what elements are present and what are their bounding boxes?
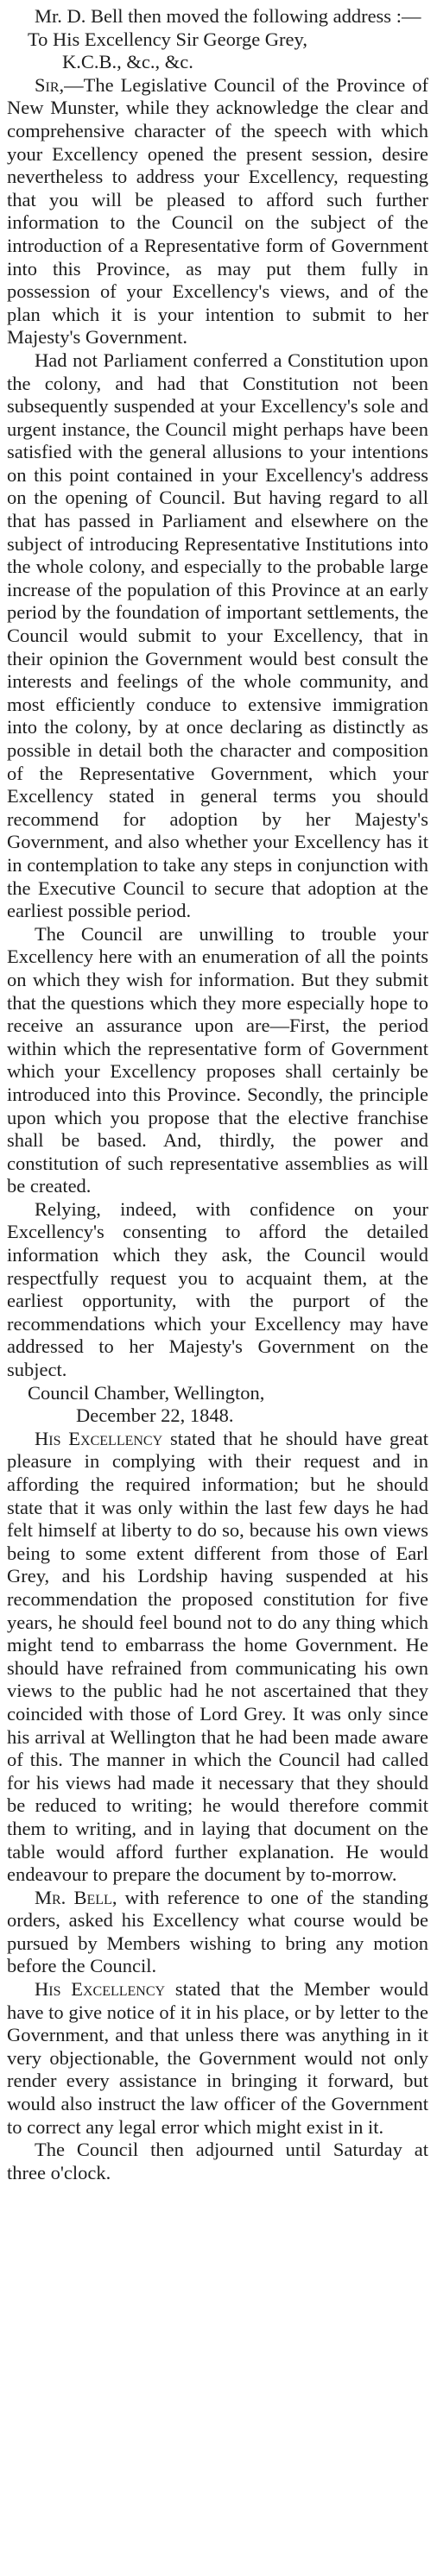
bell-question-paragraph <box>7 1887 428 1978</box>
salutation: Sir, <box>35 73 65 96</box>
address-recipient: To His Excellency Sir George Grey, <box>28 28 307 50</box>
address-paragraph-1 <box>7 74 428 349</box>
address-paragraph-2: Had not Parliament conferred a Constitution upon the colony, and had that Constitution not been subsequently suspended at your Excellency's sole and urgent instance, the Council might perhaps have been satisfied with the general allusions to your intentions on this point contained in your Excellency's address on the opening of Council. But having regard to all that has passed in Parliament and elsewhere on the subject of introducing Representative Institutions into the whole colony, and especially to the probable large increase of the population of this Province at an early period by the foundation of important settlements, the Council would submit to your Excellency, that in their opinion the Government would best consult the interests and feelings of the whole community, and most efficiently conduce to extensive immigration into the colony, by at once declaring as distinctly as possible in detail both the character and composition of the Representative Government, which your Excellency stated in general terms you should recommend for adoption by her Majesty's Government, and also whether your Excellency has it in contemplation to take any steps in conjunction with the Executive Council to secure that adoption at the earliest possible period. <box>7 349 428 922</box>
intro-paragraph: Mr. D. Bell then moved the following address :— <box>35 5 421 27</box>
address-paragraph-1-text: —The Legislative Council of the Province of New Munster, while they acknowledge the clear and comprehensive character of the speech with which your Excellency opened the present session, desire nevertheless to address your Excellency, requesting that you will be pleased to afford such further information to the Council on the subject of the introduction of a Representative form of Government into this Province, as may put them fully in possession of your Excellency's views, and of the plan which it is your intention to submit to her Majesty's Government. <box>7 73 428 349</box>
speaker-his-excellency: His Excellency <box>35 1427 163 1449</box>
signature-place: Council Chamber, Wellington, <box>28 1381 265 1404</box>
speaker-mr-bell: Mr. Bell <box>35 1886 112 1908</box>
excellency-reply-text: stated that he should have great pleasure in complying with their request and in affording the required information; but he should state that it was only within the last few days he had felt himself at liberty to do so, because his own views being to some extent different from those of Earl Grey, and his Lordship having suspended at his recommendation the proposed constitution for five years, he should feel bound not to do any thing which might tend to embarrass the home Government. He should have refrained from communicating his own views to the public had he not ascertained that they coincided with those of Lord Grey. It was only since his arrival at Wellington that he had been made aware of this. The manner in which the Council had called for his views had made it necessary that they should be reduced to writing; he would therefore commit them to writing, and in laying that document on the table would afford further explanation. He would endeavour to prepare the document by to-morrow. <box>7 1427 429 1886</box>
signature-date: December 22, 1848. <box>76 1404 234 1427</box>
adjournment-paragraph: The Council then adjourned until Saturday at three o'clock. <box>7 2139 428 2183</box>
bell-question-text: , with reference to one of the standing orders, asked his Excellency what course would be pursued by Members wishing to bring any motion before the Council. <box>7 1886 428 1977</box>
address-paragraph-3: The Council are unwilling to trouble your Excellency here with an enumeration of all the points on which they wish for information. But they submit that the questions which they more especially hope to receive an assurance upon are—First, the period within which the representative form of Government which your Excellency proposes shall certainly be introduced into this Province. Secondly, the principle upon which you propose that the elective franchise shall be based. And, thirdly, the power and constitution of such representative assemblies as will be created. <box>7 922 428 1197</box>
excellency-answer-text: stated that the Member would have to give notice of it in his place, or by letter to the Government, and that unless there was anything in it very objectionable, the Government would not only render every assistance in bringing it forward, but would also instruct the law officer of the Government to correct any legal error which might exist in it. <box>7 1978 428 2138</box>
address-honours: K.C.B., &c., &c. <box>62 51 193 73</box>
excellency-answer-paragraph <box>7 1978 428 2139</box>
address-paragraph-4: Relying, indeed, with confidence on your Excellency's consenting to afford the detailed information which they ask, the Council would respectfully request you to acquaint them, at the earliest opportunity, with the purport of the recommendations which your Excellency may have addressed to her Majesty's Government on the subject. <box>7 1197 428 1381</box>
excellency-reply-paragraph <box>7 1428 428 1887</box>
speaker-his-excellency-2: His Excellency <box>35 1978 166 2001</box>
